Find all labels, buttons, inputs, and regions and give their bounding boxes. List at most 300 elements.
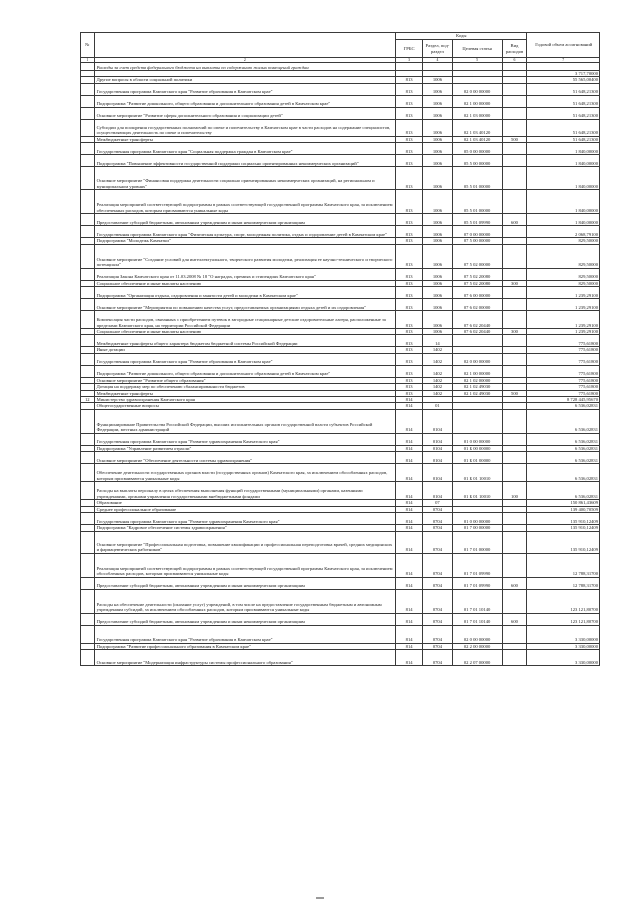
table-row — [81, 143, 600, 155]
row-number — [81, 513, 95, 525]
table-row — [81, 95, 600, 107]
row-number — [81, 167, 95, 190]
row-section: 1006 — [423, 299, 452, 311]
row-grbs: 813 — [396, 143, 423, 155]
row-expense-type — [502, 95, 527, 107]
row-section: 1006 — [423, 238, 452, 244]
row-name: Государственная программа Камчатского края "Развитие образования в Камчатском крае" — [94, 83, 395, 95]
row-section: 1006 — [423, 155, 452, 167]
row-amount: 51 648,21300 — [527, 83, 600, 95]
row-grbs: 814 — [396, 464, 423, 482]
row-target-article: 07 6 02 20440 — [452, 329, 502, 335]
row-amount: 6 536,02831 — [527, 482, 600, 500]
row-target-article: 02 1 00 00000 — [452, 95, 502, 107]
row-target-article: 05 0 00 00000 — [452, 143, 502, 155]
row-number — [81, 464, 95, 482]
row-name: Социальное обеспечение и иные выплаты населению — [94, 329, 395, 335]
row-amount: 6 536,02831 — [527, 403, 600, 409]
row-number — [81, 226, 95, 238]
row-number — [81, 482, 95, 500]
row-number — [81, 452, 95, 464]
row-target-article: 02 1 00 00000 — [452, 365, 502, 377]
row-amount: 775,61800 — [527, 390, 600, 396]
table-row — [81, 190, 600, 214]
row-target-article: 07 5 02 20080 — [452, 268, 502, 280]
row-number — [81, 553, 95, 577]
row-number — [81, 577, 95, 589]
row-target-article: 05 5 01 00000 — [452, 190, 502, 214]
row-number — [81, 83, 95, 95]
table-row — [81, 625, 600, 643]
row-grbs: 814 — [396, 531, 423, 553]
row-number — [81, 433, 95, 445]
row-number — [81, 299, 95, 311]
row-name: Межбюджетные трансферты общего характера бюджетам бюджетной системы Российской Федерации — [94, 335, 395, 347]
row-grbs: 814 — [396, 506, 423, 512]
row-amount: 51 648,21300 — [527, 136, 600, 142]
row-name: Субсидии для поощрения государственных полномочий по опеке и попечительству в Камчатском крае в части расходов на содержание специалистов, осуществляющих деятельность по опеке и попечительству — [94, 119, 395, 136]
table-row — [81, 155, 600, 167]
row-target-article: 05 5 01 00000 — [452, 167, 502, 190]
row-section: 1402 — [423, 377, 452, 383]
row-section: 14 — [423, 335, 452, 347]
row-grbs: 813 — [396, 280, 423, 286]
row-section: 1006 — [423, 268, 452, 280]
row-expense-type: 600 — [502, 613, 527, 625]
row-grbs: 813 — [396, 136, 423, 142]
row-number — [81, 353, 95, 365]
row-section: 0104 — [423, 452, 452, 464]
row-grbs: 813 — [396, 83, 423, 95]
row-amount: 829,50000 — [527, 244, 600, 268]
row-amount: 12 788,31700 — [527, 553, 600, 577]
row-name: Другие вопросы в области социальной политики — [94, 77, 395, 83]
row-section: 1006 — [423, 119, 452, 136]
row-grbs: 814 — [396, 513, 423, 525]
row-expense-type: 100 — [502, 482, 527, 500]
row-target-article: 02 1 02 49030 — [452, 390, 502, 396]
table-row — [81, 311, 600, 329]
row-grbs: 813 — [396, 287, 423, 299]
table-row — [81, 119, 600, 136]
row-name: Реализация Закона Камчатского края от 11.03.2008 № 18 "О наградах, премиях и стипендиях Камчатского края" — [94, 268, 395, 280]
table-row — [81, 649, 600, 665]
row-section: 0704 — [423, 577, 452, 589]
row-name: Дотация на поддержку мер по обеспечению сбалансированности бюджетов — [94, 384, 395, 390]
header-codes-group: Коды — [396, 33, 527, 40]
table-row — [81, 268, 600, 280]
row-grbs: 814 — [396, 525, 423, 531]
row-name: Государственная программа Камчатского края "Развитие образования в Камчатском крае" — [94, 625, 395, 643]
row-amount: 6 536,02831 — [527, 452, 600, 464]
row-section: 1006 — [423, 311, 452, 329]
row-expense-type — [502, 155, 527, 167]
row-grbs: 813 — [396, 353, 423, 365]
row-section: 07 — [423, 500, 452, 506]
row-section: 1402 — [423, 384, 452, 390]
row-grbs: 814 — [396, 625, 423, 643]
row-target-article: 01 7 01 00000 — [452, 531, 502, 553]
row-section: 1006 — [423, 107, 452, 119]
row-section: 0104 — [423, 445, 452, 451]
row-grbs: 813 — [396, 214, 423, 226]
row-target-article: 01 7 01 10140 — [452, 589, 502, 613]
row-name: Предоставление субсидий бюджетным, автономным учреждениям и иным некоммерческим организациям — [94, 613, 395, 625]
row-grbs: 814 — [396, 403, 423, 409]
row-expense-type — [502, 143, 527, 155]
row-expense-type — [502, 625, 527, 643]
row-section: 0704 — [423, 643, 452, 649]
row-target-article: 02 0 00 00000 — [452, 625, 502, 643]
row-grbs: 813 — [396, 119, 423, 136]
row-name: Среднее профессиональное образование — [94, 506, 395, 512]
row-grbs: 814 — [396, 397, 423, 403]
row-amount: 55 565,00400 — [527, 77, 600, 83]
row-name: Основное мероприятие "Финансовая поддержка деятельности социально ориентированных некоммерческих организаций, на региональном и муниципальном уровнях" — [94, 167, 395, 190]
row-section: 0104 — [423, 464, 452, 482]
row-target-article: 02 2 07 00000 — [452, 649, 502, 665]
row-target-article: 01 Б 01 00000 — [452, 452, 502, 464]
budget-table — [80, 32, 600, 666]
row-expense-type — [502, 353, 527, 365]
row-section: 1006 — [423, 77, 452, 83]
table-body — [81, 63, 600, 666]
table-row — [81, 433, 600, 445]
header-name — [94, 33, 395, 58]
row-target-article: 02 1 02 00000 — [452, 377, 502, 383]
table-row — [81, 513, 600, 525]
row-expense-type — [502, 226, 527, 238]
row-amount: 829,50000 — [527, 280, 600, 286]
row-target-article: 02 0 00 00000 — [452, 83, 502, 95]
row-number: 12 — [81, 397, 95, 403]
row-section: 1006 — [423, 95, 452, 107]
row-amount: 775,61800 — [527, 353, 600, 365]
header-num-4: 4 — [423, 58, 452, 63]
row-expense-type: 500 — [502, 136, 527, 142]
row-name: Общегосударственные вопросы — [94, 403, 395, 409]
row-target-article: 01 Б 00 00000 — [452, 445, 502, 451]
row-grbs: 813 — [396, 107, 423, 119]
row-expense-type — [502, 409, 527, 433]
row-name: Межбюджетные трансферты — [94, 136, 395, 142]
row-target-article: 02 2 00 00000 — [452, 643, 502, 649]
row-name: Расходы на обеспечение деятельности (оказание услуг) учреждений, в том числе на предоставление государственным бюджетным и автономным учреждениям субсидий, за исключением обособленных расходов, которым присваиваются уникальные коды — [94, 589, 395, 613]
row-name: Подпрограмма "Кадровое обеспечение системы здравоохранения" — [94, 525, 395, 531]
row-expense-type — [502, 553, 527, 577]
row-amount: 135 910,12409 — [527, 531, 600, 553]
row-expense-type — [502, 83, 527, 95]
table-row — [81, 226, 600, 238]
row-section: 0704 — [423, 553, 452, 577]
row-expense-type: 500 — [502, 390, 527, 396]
row-expense-type — [502, 589, 527, 613]
row-amount: 1 840,00000 — [527, 167, 600, 190]
table-row — [81, 83, 600, 95]
row-name: Подпрограмма "Управление развитием отрасли" — [94, 445, 395, 451]
row-section: 0704 — [423, 649, 452, 665]
row-section: 0704 — [423, 525, 452, 531]
row-name: Образование — [94, 500, 395, 506]
row-target-article: 07 0 00 00000 — [452, 226, 502, 238]
table-row — [81, 299, 600, 311]
row-section: 1006 — [423, 190, 452, 214]
row-number — [81, 287, 95, 299]
row-grbs: 814 — [396, 409, 423, 433]
row-section: 0104 — [423, 433, 452, 445]
row-name: Расходы за счет средств федерального бюджета на выплаты по содержанию жилых помещений граждан — [94, 63, 395, 71]
row-name: Государственная программа Камчатского края "Развитие образования в Камчатском крае" — [94, 353, 395, 365]
row-name: Иные дотации — [94, 347, 395, 353]
row-number — [81, 190, 95, 214]
row-grbs: 814 — [396, 649, 423, 665]
row-target-article: 07 5 02 20080 — [452, 280, 502, 286]
row-grbs: 814 — [396, 613, 423, 625]
row-name: Основное мероприятие "Обеспечение деятельности системы здравоохранения" — [94, 452, 395, 464]
row-number — [81, 95, 95, 107]
row-number — [81, 63, 95, 71]
row-expense-type — [502, 268, 527, 280]
row-number — [81, 531, 95, 553]
row-target-article: 02 1 02 49030 — [452, 384, 502, 390]
table-row — [81, 365, 600, 377]
row-target-article: 07 6 00 00000 — [452, 287, 502, 299]
table-row — [81, 353, 600, 365]
row-amount: 135 910,12409 — [527, 525, 600, 531]
row-name: Подпрограмма "Развитие профессионального образования в Камчатском крае" — [94, 643, 395, 649]
row-amount: 6 536,02831 — [527, 409, 600, 433]
row-grbs: 813 — [396, 77, 423, 83]
row-target-article: 01 0 00 00000 — [452, 513, 502, 525]
row-grbs: 814 — [396, 433, 423, 445]
row-expense-type: 300 — [502, 280, 527, 286]
table-row — [81, 482, 600, 500]
table-row — [81, 63, 600, 71]
row-name: Основное мероприятие "Развитие общего образования" — [94, 377, 395, 383]
row-grbs: 813 — [396, 226, 423, 238]
row-name: Подпрограмма "Повышение эффективности государственной поддержки социально ориентированных некоммерческих организаций" — [94, 155, 395, 167]
row-amount: 1 239,29100 — [527, 329, 600, 335]
row-name: Предоставление субсидий бюджетным, автономным учреждениям и иным некоммерческим организациям — [94, 214, 395, 226]
row-target-article: 02 0 00 00000 — [452, 353, 502, 365]
row-name: Подпрограмма "Развитие дошкольного, общего образования и дополнительного образования детей в Камчатском крае" — [94, 365, 395, 377]
row-expense-type — [502, 513, 527, 525]
row-target-article: 02 1 03 40120 — [452, 119, 502, 136]
row-number — [81, 649, 95, 665]
row-grbs: 813 — [396, 268, 423, 280]
row-section: 1006 — [423, 214, 452, 226]
row-expense-type — [502, 244, 527, 268]
row-section: 1006 — [423, 244, 452, 268]
row-expense-type — [502, 107, 527, 119]
row-number — [81, 244, 95, 268]
row-section: 1006 — [423, 83, 452, 95]
row-name: Межбюджетные трансферты — [94, 390, 395, 396]
row-section: 0704 — [423, 625, 452, 643]
row-section: 1006 — [423, 287, 452, 299]
row-expense-type — [502, 167, 527, 190]
row-number — [81, 268, 95, 280]
header-num-3: 3 — [396, 58, 423, 63]
row-amount: 3 330,00000 — [527, 643, 600, 649]
header-expense-type: Вид расходов — [502, 40, 527, 58]
row-target-article: 01 7 01 10140 — [452, 613, 502, 625]
row-expense-type — [502, 452, 527, 464]
row-name: Основное мероприятие "Профессиональная подготовка, повышение квалификации и профессиональная переподготовка врачей, средних медицинских и фармацевтических работников" — [94, 531, 395, 553]
row-name: Подпрограмма "Молодежь Камчатки" — [94, 238, 395, 244]
row-name: Социальное обеспечение и иные выплаты населению — [94, 280, 395, 286]
row-section: 1402 — [423, 365, 452, 377]
header-num-1: 1 — [81, 58, 95, 63]
row-amount: 135 910,12409 — [527, 513, 600, 525]
row-name: Реализация мероприятий соответствующей подпрограммы в рамках соответствующей государственной программы Камчатского края, за исключением обеспеченных расходов, которым присваиваются уникальные коды — [94, 190, 395, 214]
table-row — [81, 531, 600, 553]
row-grbs: 813 — [396, 347, 423, 353]
row-amount: 1 840,00000 — [527, 214, 600, 226]
row-amount: 6 536,02831 — [527, 464, 600, 482]
row-grbs: 813 — [396, 244, 423, 268]
row-expense-type — [502, 335, 527, 347]
row-amount: 3 717,70000 — [527, 71, 600, 77]
row-grbs: 814 — [396, 445, 423, 451]
table-row — [81, 613, 600, 625]
row-number — [81, 625, 95, 643]
row-section: 1006 — [423, 167, 452, 190]
row-number — [81, 214, 95, 226]
row-grbs: 813 — [396, 167, 423, 190]
row-target-article: 01 7 00 00000 — [452, 525, 502, 531]
row-amount: 775,61800 — [527, 335, 600, 347]
table-row — [81, 214, 600, 226]
header-target-article: Целевая статья — [452, 40, 502, 58]
table-row — [81, 107, 600, 119]
row-target-article: 01 7 01 09990 — [452, 553, 502, 577]
row-name: Функционирование Правительства Российской Федерации, высших исполнительных органов государственной власти субъектов Российской Федерации, местных администраций — [94, 409, 395, 433]
page-footer-mark — [316, 897, 324, 899]
row-amount — [527, 63, 600, 71]
row-name: Государственная программа Камчатского края "Физическая культура, спорт, молодежная политика, отдых и оздоровление детей в Камчатском крае" — [94, 226, 395, 238]
row-name: Государственная программа Камчатского края "Социальная поддержка граждан в Камчатском крае" — [94, 143, 395, 155]
row-expense-type — [502, 649, 527, 665]
row-number — [81, 107, 95, 119]
row-expense-type — [502, 433, 527, 445]
row-expense-type — [502, 464, 527, 482]
row-amount: 51 648,21300 — [527, 95, 600, 107]
row-amount: 51 648,21300 — [527, 119, 600, 136]
row-amount: 829,50000 — [527, 268, 600, 280]
row-amount: 139 400,70509 — [527, 506, 600, 512]
row-target-article: 01 0 00 00000 — [452, 433, 502, 445]
row-section: 0104 — [423, 409, 452, 433]
row-target-article: 07 6 02 00000 — [452, 299, 502, 311]
row-number — [81, 311, 95, 329]
row-number — [81, 335, 95, 347]
document-page — [80, 32, 600, 900]
row-amount: 775,61800 — [527, 384, 600, 390]
table-row — [81, 464, 600, 482]
row-grbs: 814 — [396, 500, 423, 506]
row-section: 1006 — [423, 280, 452, 286]
row-section: 1402 — [423, 353, 452, 365]
row-number — [81, 613, 95, 625]
row-target-article — [452, 63, 502, 71]
row-expense-type — [502, 311, 527, 329]
header-num-2: 2 — [94, 58, 395, 63]
table-row — [81, 577, 600, 589]
row-grbs: 813 — [396, 335, 423, 347]
row-grbs: 813 — [396, 365, 423, 377]
row-expense-type — [502, 299, 527, 311]
header-number: № — [81, 33, 95, 58]
row-name: Основное мероприятие "Создание условий для интеллектуального, творческого развития молодежи, реализация ее научно-технического и творческого потенциала" — [94, 244, 395, 268]
row-grbs: 814 — [396, 589, 423, 613]
table-row — [81, 409, 600, 433]
row-amount: 2 068,79100 — [527, 226, 600, 238]
row-expense-type — [502, 531, 527, 553]
table-row — [81, 589, 600, 613]
row-amount: 775,61800 — [527, 365, 600, 377]
row-grbs: 814 — [396, 577, 423, 589]
table-row — [81, 335, 600, 347]
row-expense-type: 600 — [502, 577, 527, 589]
row-section: 1006 — [423, 329, 452, 335]
row-target-article: 07 5 00 00000 — [452, 238, 502, 244]
row-grbs: 813 — [396, 377, 423, 383]
row-name: Расходы на выплаты персоналу в целях обеспечения выполнения функций государственными (муниципальными) органами, казенными учреждениями, органами управления государственными внебюджетными фондами — [94, 482, 395, 500]
row-target-article: 01 Б 01 10010 — [452, 482, 502, 500]
row-name: Компенсация части расходов, связанных с приобретением путевок в загородные стационарные детские оздоровительные лагеря, расположенные за пределами Камчатского края, на территории Российской Федерации — [94, 311, 395, 329]
row-amount: 123 121,80700 — [527, 589, 600, 613]
row-section: 0704 — [423, 531, 452, 553]
row-number — [81, 589, 95, 613]
row-grbs: 814 — [396, 553, 423, 577]
row-name: Основное мероприятие "Развитие сферы дополнительного образования и социализации детей" — [94, 107, 395, 119]
row-grbs: 813 — [396, 190, 423, 214]
row-section: 1402 — [423, 390, 452, 396]
row-name: Государственная программа Камчатского края "Развитие здравоохранения Камчатского края" — [94, 433, 395, 445]
header-annual-amount: Годовой объем ассигнований — [527, 33, 600, 58]
row-target-article — [452, 335, 502, 347]
row-amount: 1 840,00000 — [527, 155, 600, 167]
row-grbs: 813 — [396, 311, 423, 329]
row-amount: 829,50000 — [527, 238, 600, 244]
row-target-article — [452, 409, 502, 433]
row-expense-type — [502, 63, 527, 71]
row-grbs: 813 — [396, 95, 423, 107]
row-amount: 1 239,29100 — [527, 311, 600, 329]
row-number — [81, 119, 95, 136]
row-name: Подпрограмма "Развитие дошкольного, общего образования и дополнительного образования детей в Камчатском крае" — [94, 95, 395, 107]
row-name: Предоставление субсидий бюджетным, автономным учреждениям и иным некоммерческим организациям — [94, 577, 395, 589]
header-section: Раздел, под-раздел — [423, 40, 452, 58]
row-target-article: 02 1 03 00000 — [452, 107, 502, 119]
row-grbs — [396, 63, 423, 71]
row-number — [81, 143, 95, 155]
row-target-article: 01 Б 01 10010 — [452, 464, 502, 482]
row-expense-type — [502, 190, 527, 214]
row-amount: 775,61800 — [527, 347, 600, 353]
row-target-article: 07 6 02 20440 — [452, 311, 502, 329]
row-number — [81, 365, 95, 377]
row-section: 01 — [423, 403, 452, 409]
row-grbs: 813 — [396, 384, 423, 390]
row-amount: 1 840,00000 — [527, 143, 600, 155]
row-target-article: 05 5 00 00000 — [452, 155, 502, 167]
row-section: 1006 — [423, 143, 452, 155]
row-name: Основное мероприятие "Мероприятия по повышению качества услуг, предоставляемых организациями отдыха детей и их оздоровления" — [94, 299, 395, 311]
row-expense-type: 300 — [502, 329, 527, 335]
table-row — [81, 287, 600, 299]
